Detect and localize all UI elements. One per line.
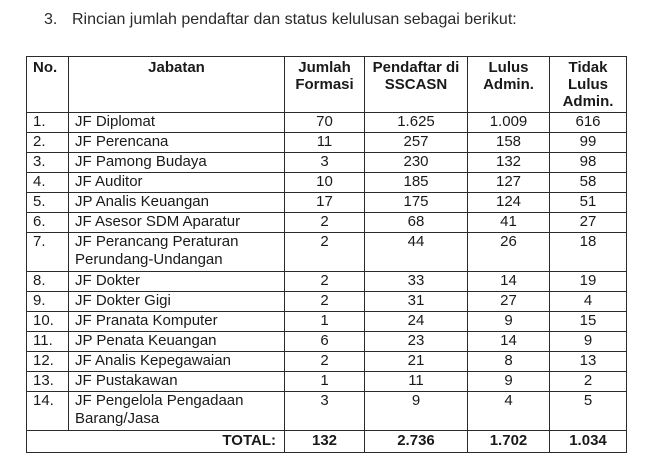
row-formasi: 11: [285, 133, 365, 153]
row-jabatan: JF Perencana: [69, 133, 285, 153]
row-number: 4.: [27, 173, 69, 193]
row-tidak-lulus: 9: [550, 332, 627, 352]
total-lulus: 1.702: [468, 431, 550, 453]
row-jabatan: JF Auditor: [69, 173, 285, 193]
row-number: 2.: [27, 133, 69, 153]
table-row: [27, 213, 627, 233]
row-pendaftar: 24: [365, 312, 468, 332]
row-jabatan: JF Pustakawan: [69, 372, 285, 392]
table-row: [27, 153, 627, 173]
table-row: [27, 312, 627, 332]
row-pendaftar: 68: [365, 213, 468, 233]
row-tidak-lulus: 616: [550, 113, 627, 133]
row-jabatan: JF Analis Kepegawaian: [69, 352, 285, 372]
table-header: [27, 57, 627, 113]
header-lulus-admin: Lulus Admin.: [468, 57, 550, 113]
row-lulus: 9: [468, 372, 550, 392]
total-pendaftar: 2.736: [365, 431, 468, 453]
row-number: 13.: [27, 372, 69, 392]
row-number: 8.: [27, 272, 69, 292]
row-tidak-lulus: 15: [550, 312, 627, 332]
row-tidak-lulus: 98: [550, 153, 627, 173]
row-formasi: 1: [285, 312, 365, 332]
row-formasi: 1: [285, 372, 365, 392]
table-row: [27, 133, 627, 153]
row-jabatan: JF Dokter Gigi: [69, 292, 285, 312]
section-number: 3.: [44, 11, 58, 28]
row-tidak-lulus: 51: [550, 193, 627, 213]
row-pendaftar: 175: [365, 193, 468, 213]
table-row: [27, 173, 627, 193]
row-formasi: 2: [285, 352, 365, 372]
row-number: 14.: [27, 392, 69, 431]
row-formasi: 70: [285, 113, 365, 133]
row-lulus: 127: [468, 173, 550, 193]
header-pendaftar: Pendaftar di SSCASN: [365, 57, 468, 113]
row-lulus: 8: [468, 352, 550, 372]
table-body: [27, 113, 627, 453]
total-label: TOTAL:: [27, 431, 285, 453]
row-tidak-lulus: 19: [550, 272, 627, 292]
row-pendaftar: 31: [365, 292, 468, 312]
row-number: 11.: [27, 332, 69, 352]
row-formasi: 3: [285, 153, 365, 173]
row-tidak-lulus: 13: [550, 352, 627, 372]
row-lulus: 158: [468, 133, 550, 153]
row-lulus: 14: [468, 332, 550, 352]
row-number: 12.: [27, 352, 69, 372]
row-formasi: 2: [285, 233, 365, 272]
section-heading-text: Rincian jumlah pendaftar dan status kelulusan sebagai berikut:: [72, 11, 517, 28]
table-row: [27, 193, 627, 213]
total-row: [27, 431, 627, 453]
row-lulus: 41: [468, 213, 550, 233]
row-tidak-lulus: 27: [550, 213, 627, 233]
row-formasi: 2: [285, 272, 365, 292]
table-row: [27, 352, 627, 372]
row-jabatan: JF Pranata Komputer: [69, 312, 285, 332]
row-jabatan: JF Perancang Peraturan Perundang-Undangan: [69, 233, 285, 272]
registrant-summary-table: [26, 56, 627, 453]
row-tidak-lulus: 2: [550, 372, 627, 392]
row-tidak-lulus: 4: [550, 292, 627, 312]
row-number: 1.: [27, 113, 69, 133]
row-lulus: 9: [468, 312, 550, 332]
table-row: [27, 332, 627, 352]
section-heading: [44, 11, 517, 29]
row-tidak-lulus: 99: [550, 133, 627, 153]
row-lulus: 14: [468, 272, 550, 292]
row-formasi: 6: [285, 332, 365, 352]
table-row: [27, 113, 627, 133]
row-tidak-lulus: 58: [550, 173, 627, 193]
row-pendaftar: 9: [365, 392, 468, 431]
row-lulus: 124: [468, 193, 550, 213]
header-no: No.: [27, 57, 69, 113]
row-lulus: 1.009: [468, 113, 550, 133]
row-formasi: 10: [285, 173, 365, 193]
row-tidak-lulus: 5: [550, 392, 627, 431]
table-row: [27, 392, 627, 431]
row-number: 10.: [27, 312, 69, 332]
table-row: [27, 233, 627, 272]
header-jabatan: Jabatan: [69, 57, 285, 113]
row-pendaftar: 1.625: [365, 113, 468, 133]
row-jabatan: JF Diplomat: [69, 113, 285, 133]
header-jumlah-formasi: Jumlah Formasi: [285, 57, 365, 113]
table-row: [27, 372, 627, 392]
row-jabatan: JF Asesor SDM Aparatur: [69, 213, 285, 233]
row-lulus: 27: [468, 292, 550, 312]
row-number: 3.: [27, 153, 69, 173]
row-lulus: 132: [468, 153, 550, 173]
row-number: 7.: [27, 233, 69, 272]
row-formasi: 2: [285, 213, 365, 233]
row-pendaftar: 11: [365, 372, 468, 392]
table-row: [27, 292, 627, 312]
row-number: 6.: [27, 213, 69, 233]
row-tidak-lulus: 18: [550, 233, 627, 272]
total-formasi: 132: [285, 431, 365, 453]
row-formasi: 3: [285, 392, 365, 431]
header-row: [27, 57, 627, 113]
row-pendaftar: 44: [365, 233, 468, 272]
row-lulus: 26: [468, 233, 550, 272]
total-tidak-lulus: 1.034: [550, 431, 627, 453]
table-row: [27, 272, 627, 292]
row-jabatan: JF Pamong Budaya: [69, 153, 285, 173]
row-number: 9.: [27, 292, 69, 312]
row-pendaftar: 230: [365, 153, 468, 173]
row-number: 5.: [27, 193, 69, 213]
row-formasi: 2: [285, 292, 365, 312]
row-pendaftar: 23: [365, 332, 468, 352]
row-pendaftar: 257: [365, 133, 468, 153]
row-jabatan: JP Analis Keuangan: [69, 193, 285, 213]
row-pendaftar: 33: [365, 272, 468, 292]
row-jabatan: JF Dokter: [69, 272, 285, 292]
row-pendaftar: 185: [365, 173, 468, 193]
row-jabatan: JF Pengelola Pengadaan Barang/Jasa: [69, 392, 285, 431]
row-lulus: 4: [468, 392, 550, 431]
row-jabatan: JP Penata Keuangan: [69, 332, 285, 352]
header-tidak-lulus-admin: Tidak Lulus Admin.: [550, 57, 627, 113]
row-formasi: 17: [285, 193, 365, 213]
row-pendaftar: 21: [365, 352, 468, 372]
